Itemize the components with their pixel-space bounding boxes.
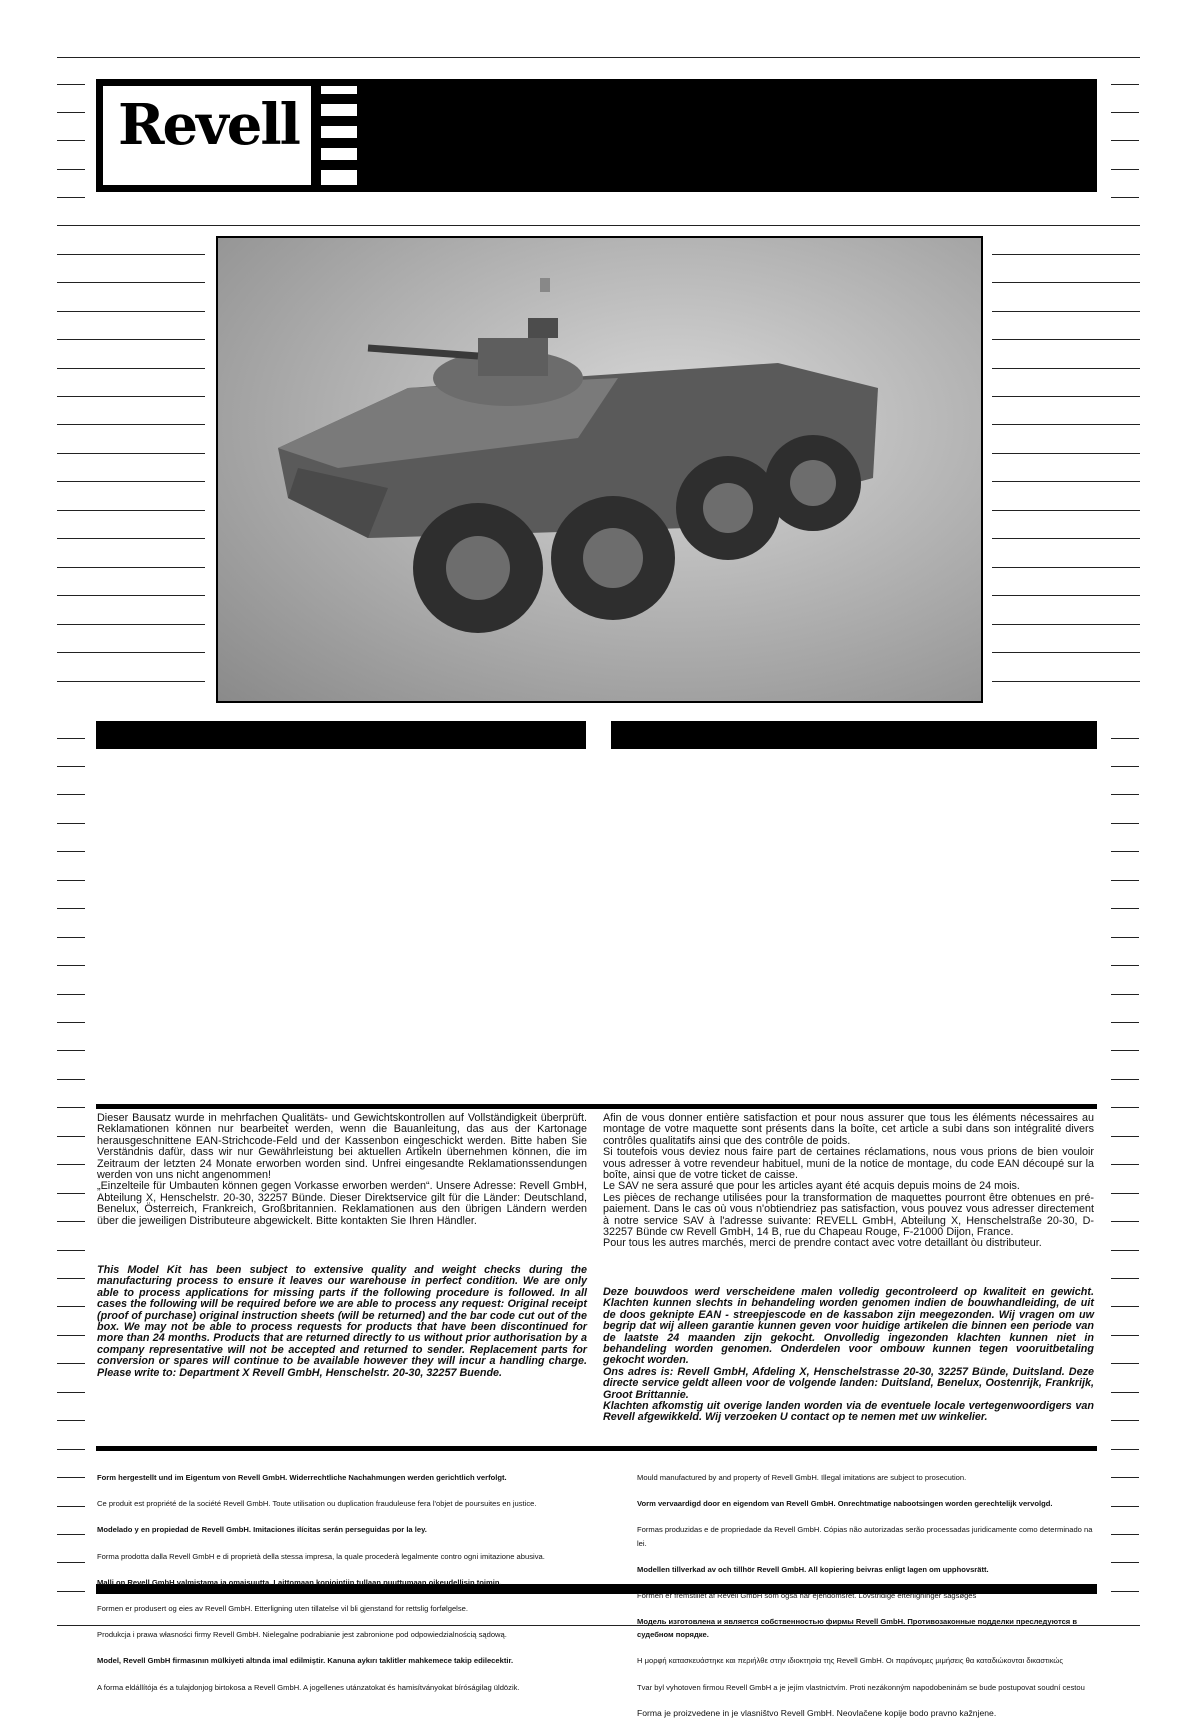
margin-rule <box>57 1363 85 1364</box>
margin-rule <box>1111 1363 1139 1364</box>
copyright-line: Malli on Revell GmbH valmistama ja omaisuutta. Laittomaan kopiointiin tullaan puuttumaan oikeudellisin toimin. <box>97 1577 502 1587</box>
margin-rule <box>992 481 1140 482</box>
margin-rule <box>57 396 205 397</box>
margin-rule <box>1111 1136 1139 1137</box>
margin-rule <box>992 368 1140 369</box>
copyright-line: Forma prodotta dalla Revell GmbH e di proprietà della stessa impresa, la quale procederà legalmente contro ogni imitazione abusiva. <box>97 1551 545 1561</box>
logo-stripes-icon <box>311 86 357 185</box>
margin-rule <box>1111 908 1139 909</box>
margin-rule <box>992 282 1140 283</box>
margin-rule <box>1111 1477 1139 1478</box>
margin-rule <box>57 84 85 85</box>
logo-text: Revell <box>118 92 299 158</box>
margin-rule <box>1111 84 1139 85</box>
copyright-line: Model, Revell GmbH firmasının mülkiyeti altında imal edilmiştir. Kanuna aykırı taklitler mahkemece takip edilecektir. <box>97 1656 514 1666</box>
copyright-left <box>97 1458 592 1707</box>
margin-rule <box>57 1136 85 1137</box>
margin-rule <box>992 254 1140 255</box>
margin-rule <box>57 112 85 113</box>
copyright-line: Formas produzidas e de propriedade da Revell GmbH. Cópias não autorizadas serão processadas juridicamente como determinado na lei. <box>637 1525 1093 1548</box>
copyright-line: Produkcja i prawa własności firmy Revell GmbH. Nielegalne podrabianie jest zabronione pod odpowiedzialnością sądową. <box>97 1630 507 1640</box>
margin-rule <box>1111 1562 1139 1563</box>
margin-rule <box>992 396 1140 397</box>
margin-rule <box>57 1420 85 1421</box>
margin-rule <box>57 994 85 995</box>
margin-rule <box>57 1591 85 1592</box>
margin-rule <box>57 169 85 170</box>
margin-rule <box>57 937 85 938</box>
margin-rule <box>57 823 85 824</box>
copyright-line: Form hergestellt und im Eigentum von Revell GmbH. Widerrechtliche Nachahmungen werden gerichtlich verfolgt. <box>97 1473 507 1483</box>
margin-rule <box>57 794 85 795</box>
margin-rule <box>57 1193 85 1194</box>
margin-rule <box>1111 1250 1139 1251</box>
margin-rule <box>57 140 85 141</box>
margin-rule <box>57 1107 85 1108</box>
margin-rule <box>992 652 1140 653</box>
margin-rule <box>57 1477 85 1478</box>
margin-rule <box>57 1164 85 1165</box>
margin-rule <box>57 368 205 369</box>
margin-rule <box>57 254 205 255</box>
margin-rule <box>57 681 205 682</box>
margin-rule <box>992 595 1140 596</box>
margin-rule <box>57 1022 85 1023</box>
copyright-line: Модель изготовлена и является собственностью фирмы Revell GmbH. Противозаконные подделки преследуются в судебном порядке. <box>637 1617 1078 1640</box>
margin-rule <box>1111 1534 1139 1535</box>
section-rule <box>57 225 1140 226</box>
margin-rule <box>57 567 205 568</box>
margin-rule <box>57 510 205 511</box>
margin-rule <box>1111 880 1139 881</box>
margin-rule <box>57 1335 85 1336</box>
margin-rule <box>57 1506 85 1507</box>
margin-rule <box>57 851 85 852</box>
copyright-right <box>637 1458 1095 1733</box>
margin-rule <box>1111 140 1139 141</box>
margin-rule <box>1111 1392 1139 1393</box>
margin-rule <box>57 538 205 539</box>
margin-rule <box>1111 1591 1139 1592</box>
margin-rule <box>1111 738 1139 739</box>
top-rule <box>57 57 1140 58</box>
copyright-line: Η μορφή κατασκευάστηκε και περιήλθε στην ιδιοκτησία της Revell GmbH. Οι παράνομες μιμήσεις θα καταδιώκονται δικαστικώς <box>637 1656 1064 1666</box>
margin-rule <box>1111 1506 1139 1507</box>
margin-rule <box>992 510 1140 511</box>
margin-rule <box>57 965 85 966</box>
margin-rule <box>1111 112 1139 113</box>
margin-rule <box>1111 965 1139 966</box>
margin-rule <box>57 766 85 767</box>
margin-rule <box>992 567 1140 568</box>
margin-rule <box>992 538 1140 539</box>
separator-bar <box>96 1104 1097 1109</box>
margin-rule <box>992 424 1140 425</box>
margin-rule <box>57 908 85 909</box>
margin-rule <box>57 1306 85 1307</box>
margin-rule <box>992 339 1140 340</box>
margin-rule <box>57 738 85 739</box>
margin-rule <box>992 624 1140 625</box>
margin-rule <box>992 453 1140 454</box>
margin-rule <box>57 880 85 881</box>
margin-rule <box>57 1221 85 1222</box>
margin-rule <box>57 1534 85 1535</box>
margin-rule <box>57 1050 85 1051</box>
copyright-line: Forma je proizvedene in je vlasništvo Revell GmbH. Neovlačene kopije bodo pravno kažnjene. <box>637 1707 997 1718</box>
margin-rule <box>1111 197 1139 198</box>
separator-bar <box>96 1446 1097 1451</box>
margin-rule <box>57 424 205 425</box>
margin-rule <box>57 1392 85 1393</box>
copyright-line: Ce produit est propriété de la société Revell GmbH. Toute utilisation ou duplication frauduleuse fera l'objet de poursuites en justice. <box>97 1499 537 1509</box>
margin-rule <box>57 1562 85 1563</box>
service-text-de: Dieser Bausatz wurde in mehrfachen Qualitäts- und Gewichtskontrollen auf Vollständigkeit überprüft. Reklamationen können nur bearbeitet werden, wenn die Bauanleitung, das aus der Kartonage herausgeschnittene EAN-Strichcode-Feld und der Kassenbon eingeschickt werden. Bitte haben Sie Verständnis dafür, dass wir nur Gewährleistung bei aktuellen Artikeln übernehmen können, die im Zeitraum der letzten 24 Monate erworben worden sind. Unfrei eingesandte Reklamationssendungen werden von uns nicht angenommen! „Einzelteile für Umbauten können gegen Vorkasse erworben werden“. Unsere Adresse: Revell GmbH, Abteilung X, Henschelstr. 20-30, 32257 Bünde. Dieser Direktservice gilt für die Länder: Deutschland, Benelux, Österreich, Frankreich, Großbritannien. Reklamationen aus den übrigen Ländern werden über die jeweiligen Distributeure abgewickelt. Bitte kontakten Sie Ihren Händler. <box>97 1112 587 1227</box>
margin-rule <box>57 624 205 625</box>
margin-rule <box>57 311 205 312</box>
margin-rule <box>992 311 1140 312</box>
section-bar-left <box>96 721 586 749</box>
margin-rule <box>992 681 1140 682</box>
margin-rule <box>57 1250 85 1251</box>
copyright-line: Formen er produsert og eies av Revell GmbH. Etterligning uten tillatelse vil bli gjenstand for rettslig forfølgelse. <box>97 1604 468 1614</box>
copyright-line: Tvar byl vyhotoven firmou Revell GmbH a je jejím vlastnictvím. Proti nezákonným napodobeninám se bude postupovat soudní cestou <box>637 1682 1085 1692</box>
copyright-line: A forma eldállítója és a tulajdonjog birtokosa a Revell GmbH. A jogellenes utánzatokat és hamisítványokat bíróságilag üldözik. <box>97 1682 520 1692</box>
margin-rule <box>1111 1079 1139 1080</box>
section-bar-right <box>611 721 1097 749</box>
margin-rule <box>1111 1164 1139 1165</box>
armored-vehicle-icon <box>218 238 981 701</box>
margin-rule <box>1111 1335 1139 1336</box>
margin-rule <box>1111 794 1139 795</box>
service-text-nl: Deze bouwdoos werd verscheidene malen volledig gecontroleerd op kwaliteit en gewicht. Klachten kunnen slechts in behandeling worden genomen indien de bouwhandleiding, de uit de doos geknipte EAN - streepjescode en de kassabon zijn meegezonden. Wij vragen om uw begrip dat wij alleen garantie kunnen geven voor huidige artikelen die binnen een periode van de laatste 24 maanden zijn gekocht. Onvolledig ingezonden klachten kunnen niet in behandeling worden genomen. Onderdelen voor ombouw kunnen tegen vooruitbetaling gekocht worden. Ons adres is: Revell GmbH, Afdeling X, Henschelstrasse 20-30, 32257 Bünde, Duitsland. Deze directe service geldt alleen voor de volgende landen: Duitsland, Benelux, Oostenrijk, Frankrijk, Groot Brittannie. Klachten afkomstig uit overige landen worden via de eventuele locale vertegenwoordigers van Revell afgewikkeld. Wij verzoeken U contact op te nemen met uw winkelier. <box>603 1286 1094 1424</box>
margin-rule <box>1111 851 1139 852</box>
margin-rule <box>57 282 205 283</box>
margin-rule <box>1111 1420 1139 1421</box>
margin-rule <box>57 652 205 653</box>
copyright-line: Mould manufactured by and property of Revell GmbH. Illegal imitations are subject to prosecution. <box>637 1473 967 1483</box>
margin-rule <box>1111 766 1139 767</box>
margin-rule <box>1111 1193 1139 1194</box>
margin-rule <box>1111 994 1139 995</box>
service-text-fr: Afin de vous donner entière satisfaction et pour nous assurer que tous les éléments nécessaires au montage de votre maquette sont présents dans la boîte, cet article a subi dans son intégralité divers contrôles qualitatifs ainsi que des contrôle de poids. Si toutefois vous deviez nous faire part de certaines réclamations, nous vous prions de bien vouloir vous adresser à votre revendeur habituel, muni de la notice de montage, du code EAN découpé sur la boîte, ainsi que de votre ticket de caisse. Le SAV ne sera assuré que pour les articles ayant été acquis depuis moins de 24 mois. Les pièces de rechange utilisées pour la transformation de maquettes pourront être obtenues en pré-paiement. Dans le cas où vous n'obtiendriez pas satisfaction, vous pouvez vous adresser directement à notre service SAV à l'adresse suivante: REVELL GmbH, Abteilung X, Henschelstraße 20-30, D-32257 Bünde cw Revell GmbH, 14 B, rue du Chapeau Rouge, F-21000 Dijon, France. Pour tous les autres marchés, merci de prendre contact avec votre detaillant òu distributeur. <box>603 1112 1094 1250</box>
margin-rule <box>1111 1278 1139 1279</box>
copyright-line: Modellen tillverkad av och tillhör Revell GmbH. All kopiering beivras enligt lagen om upphovsrätt. <box>637 1564 989 1574</box>
margin-rule <box>1111 937 1139 938</box>
margin-rule <box>57 197 85 198</box>
margin-rule <box>1111 1449 1139 1450</box>
vehicle-photo <box>218 238 981 701</box>
margin-rule <box>1111 1022 1139 1023</box>
copyright-line: Modelado y en propiedad de Revell GmbH. Imitaciones ilícitas serán perseguidas por la ley. <box>97 1525 427 1535</box>
margin-rule <box>1111 1306 1139 1307</box>
margin-rule <box>1111 1050 1139 1051</box>
margin-rule <box>1111 1221 1139 1222</box>
margin-rule <box>57 481 205 482</box>
margin-rule <box>1111 169 1139 170</box>
copyright-line: Formen er fremstillet af Revell GmbH som også har ejendomsret. Lovstridige efterligninger sagsøges <box>637 1590 977 1600</box>
margin-rule <box>57 595 205 596</box>
margin-rule <box>57 1449 85 1450</box>
margin-rule <box>57 1278 85 1279</box>
margin-rule <box>57 1079 85 1080</box>
margin-rule <box>1111 1107 1139 1108</box>
copyright-line: Vorm vervaardigd door en eigendom van Revell GmbH. Onrechtmatige nabootsingen worden gerechtelijk vervolgd. <box>637 1499 1053 1509</box>
service-text-en: This Model Kit has been subject to extensive quality and weight checks during the manufacturing process to ensure it leaves our warehouse in perfect condition. We are only able to process applications for missing parts if the following procedure is followed. In all cases the following will be required before we are able to process any request: Original receipt (proof of purchase) original instruction sheets (will be returned) and the bar code cut out of the box. We may not be able to process requests for products that have been discontinued for more than 24 months. Products that are returned directly to us without prior authorisation by a company representative will not be accepted and returned to sender. Replacement parts for conversion or spares will continue to be available however they will incur a handling charge. Please write to: Department X Revell GmbH, Henschelstr. 20-30, 32257 Buende. <box>97 1264 587 1379</box>
margin-rule <box>57 339 205 340</box>
margin-rule <box>1111 823 1139 824</box>
margin-rule <box>57 453 205 454</box>
